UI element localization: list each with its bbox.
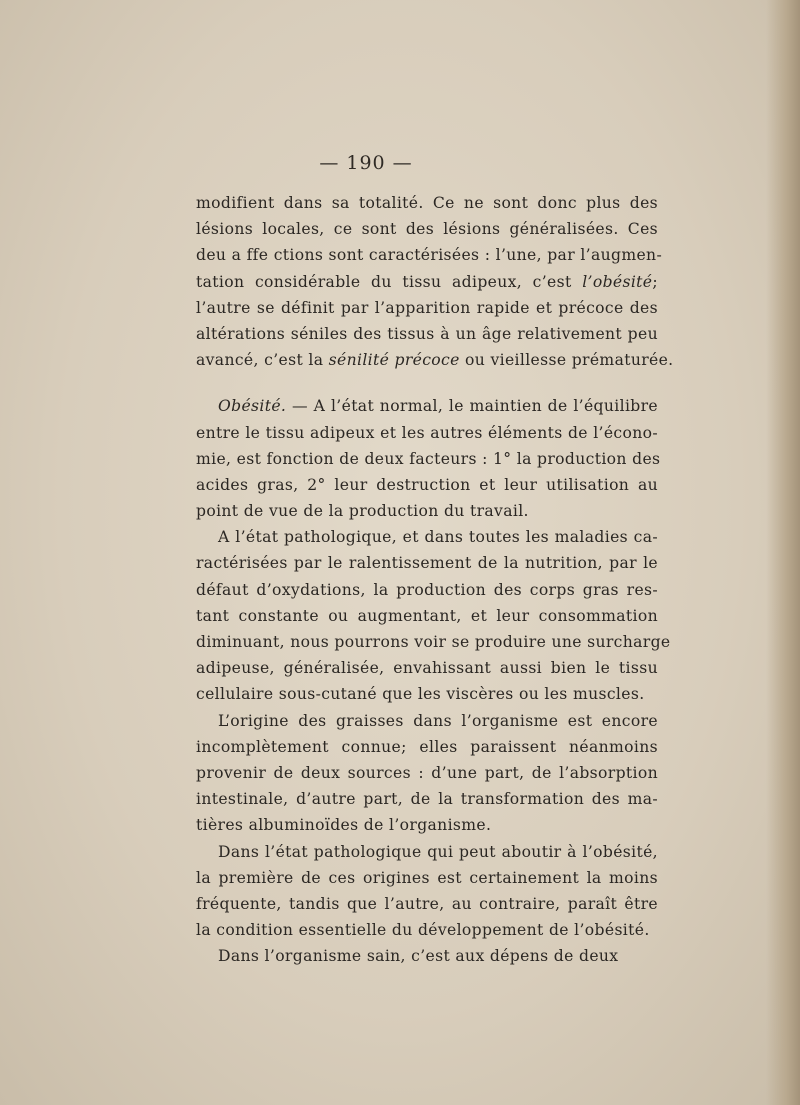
- text-run: acides gras, 2° leur destruction et leur utilisation au: [196, 475, 658, 494]
- text-line: [196, 295, 658, 321]
- text-line: [196, 786, 658, 812]
- paragraph: [196, 393, 661, 524]
- text-line: [196, 917, 658, 943]
- text-line: [196, 708, 658, 734]
- paragraph: [196, 708, 658, 839]
- text-run: — A l’état normal, le maintien de l’équilibre: [286, 397, 658, 416]
- text-line: [196, 891, 658, 917]
- text-line: [196, 216, 658, 242]
- text-line: [196, 446, 661, 472]
- text-run: entre le tissu adipeux et les autres éléments de l’écono-: [196, 423, 658, 442]
- text-line: [196, 321, 658, 347]
- text-run: l’autre se définit par l’apparition rapide et précoce des: [196, 298, 658, 317]
- text-run: modifient dans sa totalité. Ce ne sont donc plus des: [196, 194, 658, 212]
- body-text: [196, 190, 674, 969]
- text-run: ou vieillesse prématurée.: [459, 351, 674, 370]
- text-line: [196, 550, 658, 576]
- text-run: mie, est fonction de deux facteurs : 1° la production des: [196, 449, 661, 468]
- text-run: la première de ces origines est certainement la moins: [196, 868, 658, 887]
- text-run: deu a ffe ctions sont caractérisées : l’une, par l’augmen-: [196, 246, 663, 265]
- paragraph: [196, 524, 671, 707]
- text-line: [196, 269, 658, 295]
- text-run: Dans l’organisme sain, c’est aux dépens de deux: [218, 947, 619, 966]
- paragraph: [196, 943, 658, 969]
- text-line: [196, 943, 658, 969]
- text-line: [196, 760, 658, 786]
- text-line: [196, 681, 658, 707]
- text-run: avancé, c’est la: [196, 351, 329, 370]
- text-line: [196, 655, 658, 681]
- text-line: [196, 839, 658, 865]
- text-run: ractérisées par le ralentissement de la nutrition, par le: [196, 554, 658, 573]
- text-line: [196, 472, 658, 498]
- text-line: [196, 347, 674, 373]
- text-line: [196, 603, 658, 629]
- paragraph: [196, 839, 658, 944]
- text-line: [196, 865, 658, 891]
- text-line: [196, 734, 658, 760]
- text-run: lésions locales, ce sont des lésions généralisées. Ces: [196, 220, 658, 239]
- text-run: point de vue de la production du travail.: [196, 502, 529, 521]
- text-run: tant constante ou augmentant, et leur consommation: [196, 606, 658, 625]
- italic-text: sénilité précoce: [328, 351, 460, 370]
- text-run: défaut d’oxydations, la production des corps gras res-: [196, 580, 658, 599]
- text-line: [196, 812, 658, 838]
- text-run: tières albuminoïdes de l’organisme.: [196, 816, 492, 835]
- text-run: altérations séniles des tissus à un âge relativement peu: [196, 324, 658, 343]
- italic-text: l’obésité: [582, 272, 653, 291]
- text-line: [196, 420, 658, 446]
- text-run: Dans l’état pathologique qui peut aboutir à l’obésité,: [218, 842, 658, 861]
- text-line: [196, 577, 658, 603]
- text-run: fréquente, tandis que l’autre, au contraire, paraît être: [196, 894, 658, 913]
- text-run: cellulaire sous-cutané que les viscères ou les muscles.: [196, 685, 645, 704]
- text-line: [196, 393, 658, 419]
- page-number: — 190 —: [319, 152, 413, 174]
- text-run: la condition essentielle du développement de l’obésité.: [196, 921, 650, 940]
- text-run: diminuant, nous pourrons voir se produire une surcharge: [196, 633, 671, 651]
- text-run: tation considérable du tissu adipeux, c’est: [196, 272, 583, 291]
- text-line: [196, 498, 658, 524]
- text-line: [196, 242, 663, 268]
- text-run: ;: [652, 272, 658, 291]
- text-run: provenir de deux sources : d’une part, de l’absorption: [196, 763, 658, 782]
- text-run: intestinale, d’autre part, de la transformation des ma-: [196, 790, 658, 809]
- text-line: [196, 524, 658, 550]
- paragraph: [196, 190, 674, 373]
- text-line: [196, 629, 671, 655]
- text-run: adipeuse, généralisée, envahissant aussi bien le tissu: [196, 659, 658, 678]
- italic-text: Obésité.: [218, 397, 287, 416]
- text-run: L’origine des graisses dans l’organisme est encore: [218, 711, 658, 730]
- text-run: incomplètement connue; elles paraissent néanmoins: [196, 737, 658, 756]
- page-edge-shadow: [766, 0, 800, 1105]
- text-line: [196, 190, 658, 216]
- text-run: A l’état pathologique, et dans toutes les maladies ca-: [218, 528, 658, 547]
